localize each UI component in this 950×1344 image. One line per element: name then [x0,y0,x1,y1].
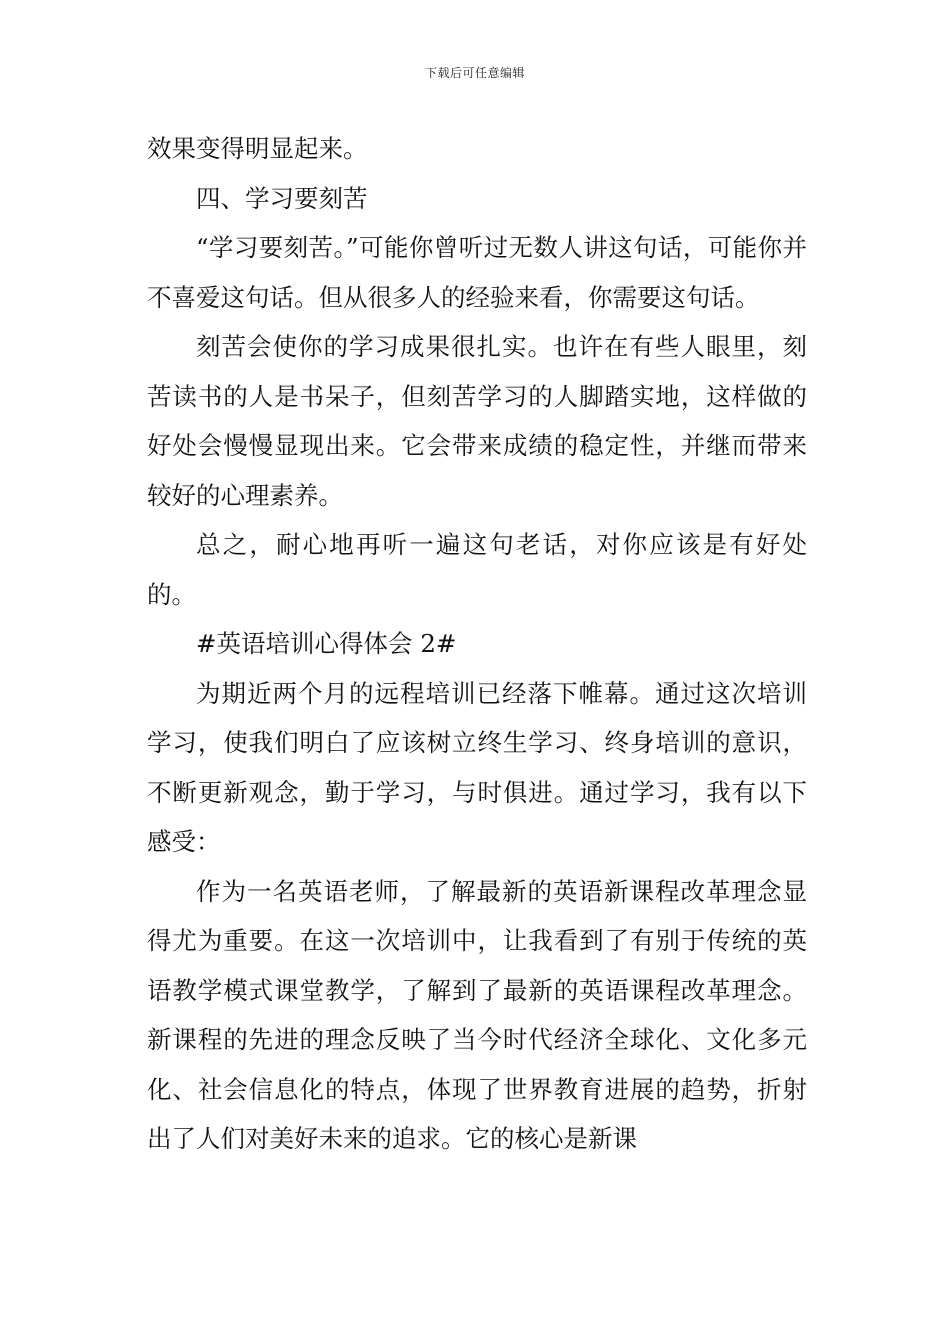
document-body [147,124,807,1164]
paragraph: 效果变得明显起来。 [147,134,368,163]
page-header: 下载后可任意编辑 [424,66,525,80]
article-title: #英语培训心得体会 2# [196,629,457,658]
section-heading: 四、学习要刻苦 [196,183,368,213]
paragraph: 作为一名英语老师，了解最新的英语新课程改革理念显得尤为重要。在这一次培训中，让我看到了有别于传统的英语教学模式课堂教学，了解到了最新的英语课程改革理念。新课程的先进的理念反映了当今时代经济全球化、文化多元化、社会信息化的特点，体现了世界教育进展的趋势，折射出了人们对美好未来的追求。它的核心是新课 [147,876,807,1153]
paragraph: “学习要刻苦。”可能你曾听过无数人讲这句话，可能你并不喜爱这句话。但从很多人的经验来看，你需要这句话。 [147,233,807,312]
paragraph: 为期近两个月的远程培训已经落下帷幕。通过这次培训学习，使我们明白了应该树立终生学习、终身培训的意识，不断更新观念，勤于学习，与时俱进。通过学习，我有以下感受： [147,678,807,856]
paragraph: 总之，耐心地再听一遍这句老话，对你应该是有好处的。 [147,530,807,609]
paragraph: 刻苦会使你的学习成果很扎实。也许在有些人眼里，刻苦读书的人是书呆子，但刻苦学习的人脚踏实地，这样做的好处会慢慢显现出来。它会带来成绩的稳定性，并继而带来较好的心理素养。 [147,332,807,510]
